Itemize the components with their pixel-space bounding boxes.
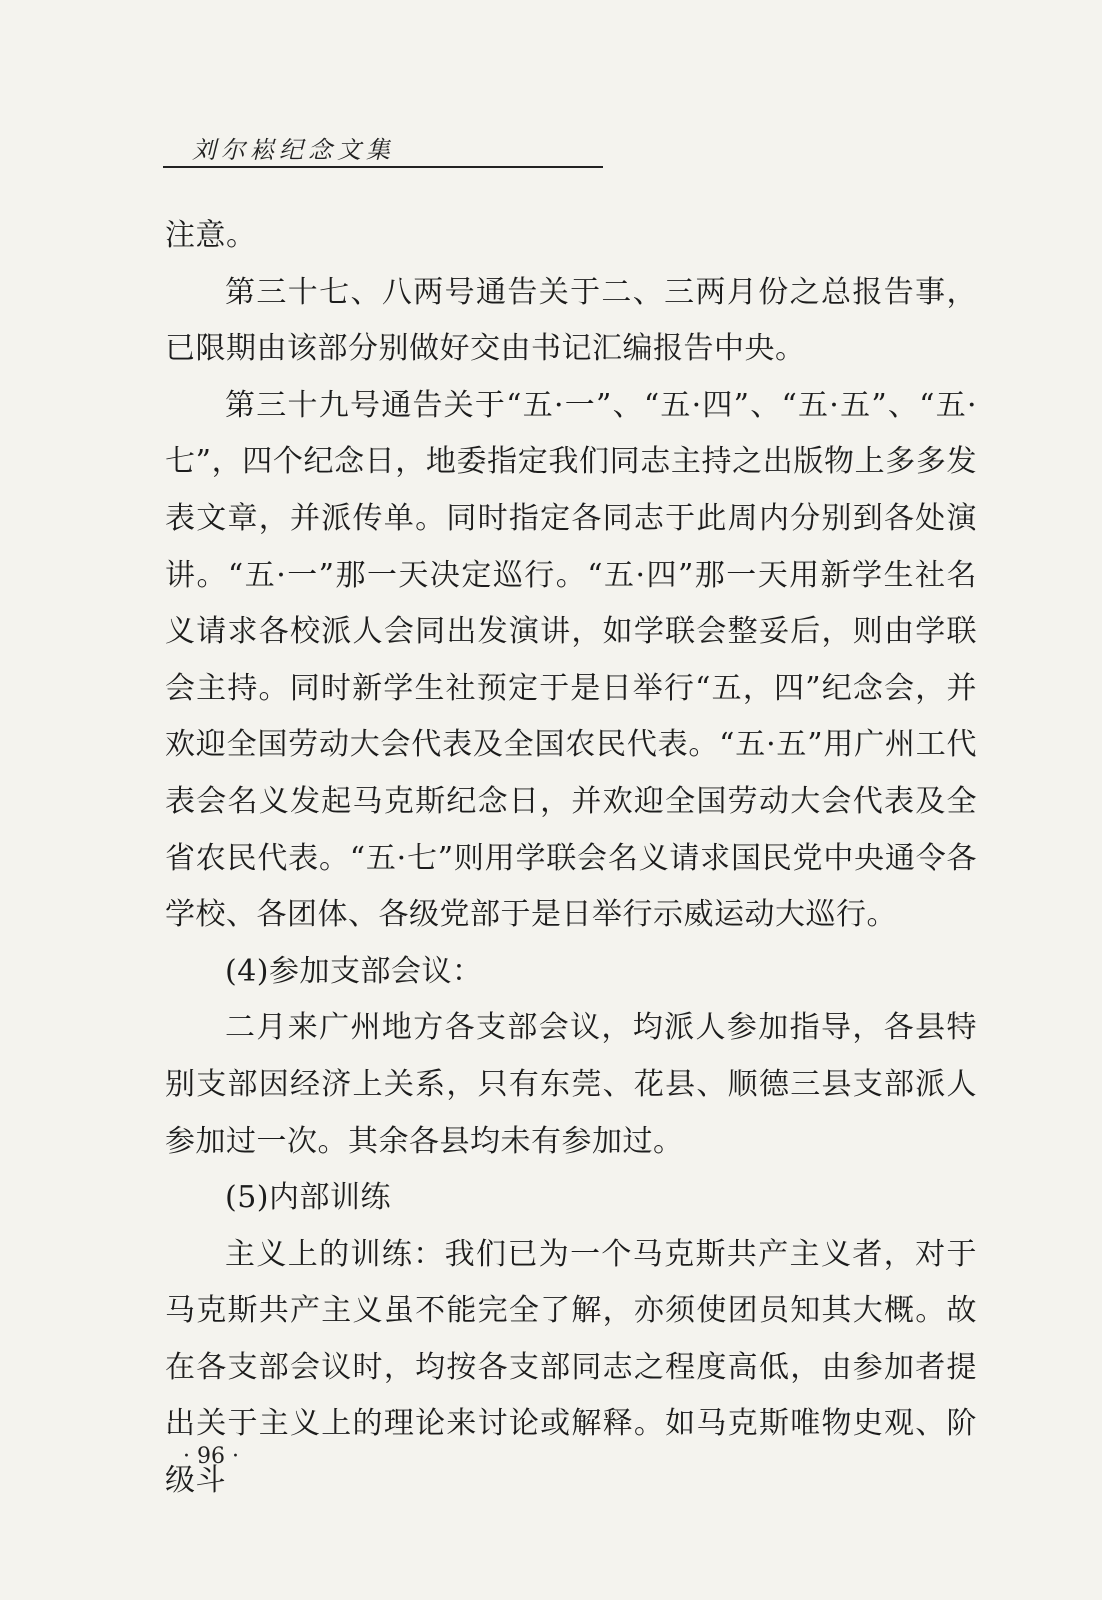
page-number: · 96 ·	[183, 1444, 239, 1469]
body-text	[165, 208, 977, 1510]
paragraph: 二月来广州地方各支部会议，均派人参加指导，各县特别支部因经济上关系，只有东莞、花县、顺德三县支部派人参加过一次。其余各县均未有参加过。	[165, 1010, 977, 1159]
paragraph: 第三十九号通告关于“五·一”、“五·四”、“五·五”、“五·七”，四个纪念日，地委指定我们同志主持之出版物上多多发表文章，并派传单。同时指定各同志于此周内分别到各处演讲。“五·一”那一天决定巡行。“五·四”那一天用新学生社名义请求各校派人会同出发演讲，如学联会整妥后，则由学联会主持。同时新学生社预定于是日举行“五，四”纪念会，并欢迎全国劳动大会代表及全国农民代表。“五·五”用广州工代表会名义发起马克斯纪念日，并欢迎全国劳动大会代表及全省农民代表。“五·七”则用学联会名义请求国民党中央通令各学校、各团体、各级党部于是日举行示威运动大巡行。	[165, 387, 977, 933]
paragraph: 注意。	[165, 218, 257, 253]
section-heading: (5)内部训练	[225, 1180, 391, 1216]
section-heading: (4)参加支部会议：	[225, 953, 483, 989]
paragraph: 第三十七、八两号通告关于二、三两月份之总报告事，已限期由该部分别做好交由书记汇编报告中央。	[165, 274, 977, 367]
running-head: 刘尔崧纪念文集	[192, 136, 395, 164]
header-rule	[163, 166, 603, 168]
paragraph: 主义上的训练：我们已为一个马克斯共产主义者，对于马克斯共产主义虽不能完全了解，亦须使团员知其大概。故在各支部会议时，均按各支部同志之程度高低，由参加者提出关于主义上的理论来讨论或解释。如马克斯唯物史观、阶级斗	[165, 1236, 977, 1499]
